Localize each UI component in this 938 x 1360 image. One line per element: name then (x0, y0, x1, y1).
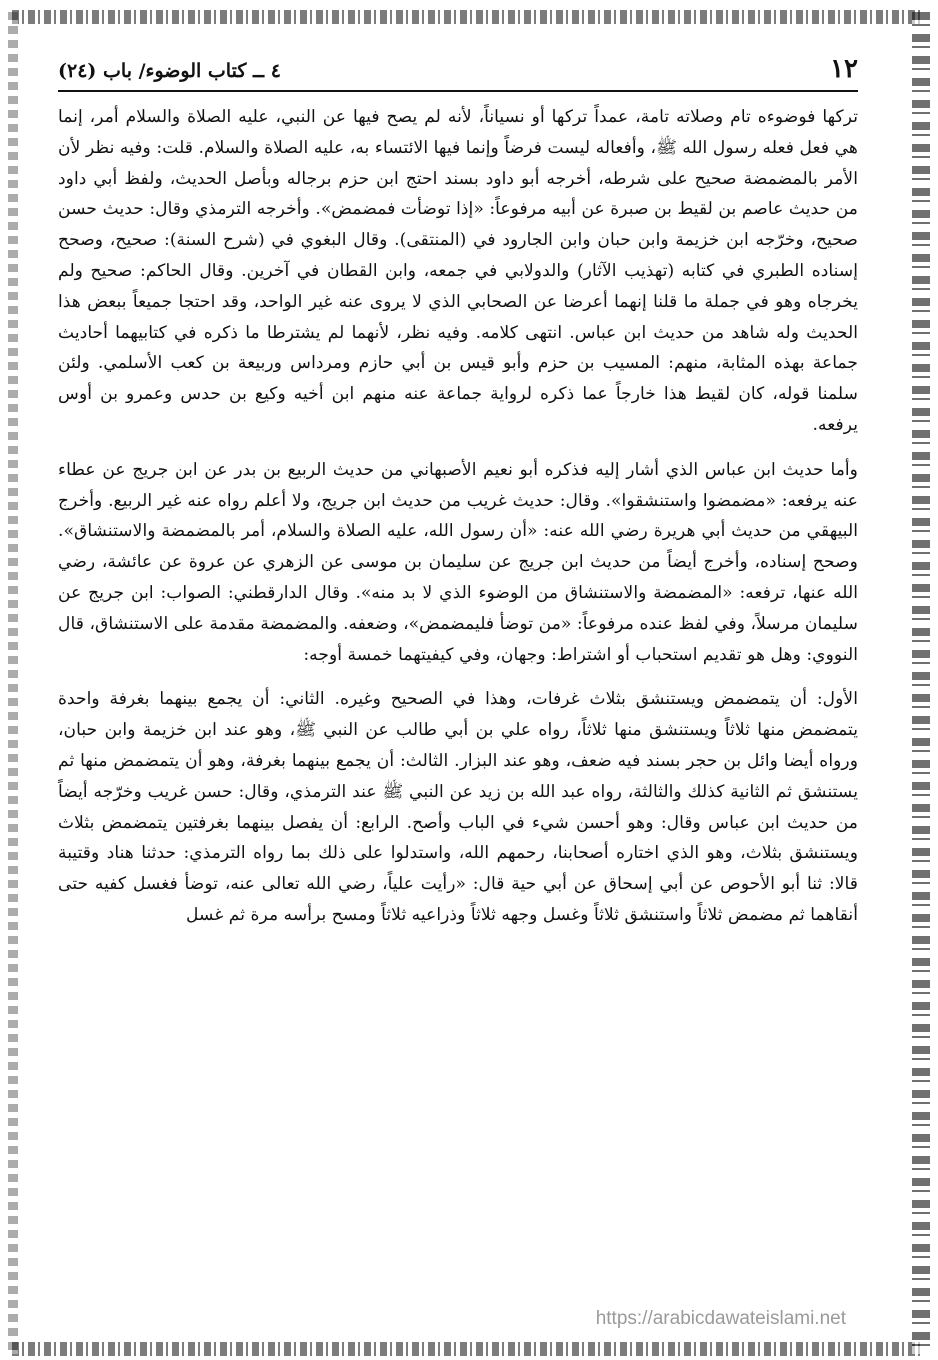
page-header (58, 54, 858, 92)
decorative-border-right (912, 12, 930, 1354)
paragraph-3: الأول: أن يتمضمض ويستنشق بثلاث غرفات، وهذا في الصحيح وغيره. الثاني: أن يجمع بينهما بغرفة واحدة يتمضمض منها ثلاثاً ويستنشق منها ثلاثاً، رواه علي بن أبي طالب عن النبي ﷺ، وهو عند ابن خزيمة وابن حبان، ورواه أيضا وائل بن حجر بسند فيه ضعف، وهو عند البزار. الثالث: أن يجمع بينهما بغرفة، وهو أن يتمضمض منها ثم يستنشق ثم الثانية كذلك والثالثة، رواه عبد الله بن زيد عن النبي ﷺ عند الترمذي، وقال: حسن غريب وخرّجه أيضاً من حديث ابن عباس وقال: وهو أحسن شيء في الباب وأصح. الرابع: أن يفصل بينهما بغرفتين يتمضمض بثلاث ويستنشق بثلاث، وهو الذي اختاره أصحابنا، رحمهم الله، واستدلوا على ذلك بما رواه الترمذي: حدثنا هناد وقتيبة قالا: ثنا أبو الأحوص عن أبي إسحاق عن أبي حية قال: «رأيت علياً، رضي الله تعالى عنه، توضأ فغسل كفيه حتى أنقاهما ثم مضمض ثلاثاً واستنشق ثلاثاً وغسل وجهه ثلاثاً وذراعيه ثلاثاً ومسح برأسه مرة ثم غسل (58, 689, 858, 925)
watermark-url: https://arabicdawateislami.net (595, 1308, 846, 1329)
paragraph-1: تركها فوضوءه تام وصلاته تامة، عمداً تركها أو نسياناً، لأنه لم يصح فيها عن النبي، عليه الصلاة والسلام أمر، إنما هي فعل فعله رسول الله ﷺ، وأفعاله ليست فرضاً وإنما فيها الائتساء به، عليه الصلاة والسلام. قلت: وفيه نظر لأن الأمر بالمضمضة صحيح على شرطه، أخرجه أبو داود بسند احتج ابن حزم برجاله وبأصل الحديث، ولفظ أبي داود من حديث عاصم بن لقيط بن صبرة عن أبيه مرفوعاً: «إذا توضأت فمضمض». وأخرجه الترمذي وقال: حديث حسن صحيح، وخرّجه ابن خزيمة وابن حبان وابن الجارود في (المنتقى). وقال البغوي في (شرح السنة): صحيح، وصحح إسناده الطبري في كتابه (تهذيب الآثار) والدولابي في جمعه، وابن القطان في آخرين. وقال الحاكم: صحيح ولم يخرجاه وهو في جملة ما قلنا إنهما أعرضا عن الصحابي الذي لا يروى عنه غير الواحد، وقد احتجا جميعاً ببعض هذا الحديث وله شاهد من حديث ابن عباس. انتهى كلامه. وفيه نظر، لأنهما لم يشترطا ما ذكره في كتابيهما أحاديث جماعة بهذه المثابة، منهم: المسيب بن حزم وأبو قيس بن أبي حازم ومرداس وربيعة بن كعب الأسلمي. ولئن سلمنا قوله، كان لقيط هذا خارجاً عما ذكره لرواية جماعة عنه منهم ابن أخيه وكيع بن حدس وعمرو بن أوس يرفعه. (58, 107, 858, 435)
decorative-border-top (12, 10, 924, 24)
page-number: ١٢ (830, 54, 858, 84)
decorative-border-bottom (12, 1342, 924, 1356)
decorative-border-left (8, 12, 18, 1354)
running-title: ٤ ــ كتاب الوضوء/ باب (٢٤) (58, 60, 281, 82)
paragraph-2: وأما حديث ابن عباس الذي أشار إليه فذكره أبو نعيم الأصبهاني من حديث الربيع بن بدر عن ابن جريج عن عطاء عنه يرفعه: «مضمضوا واستنشقوا». وقال: حديث غريب من حديث ابن جريج، ولا أعلم رواه عنه غير الربيع. وأخرج البيهقي من حديث أبي هريرة رضي الله عنه: «أن رسول الله، عليه الصلاة والسلام، أمر بالمضمضة والاستنشاق». وصحح إسناده، وأخرج أيضاً من حديث ابن جريج عن سليمان بن موسى عن الزهري عن عروة عن عائشة، رضي الله عنها، ترفعه: «المضمضة والاستنشاق من الوضوء الذي لا بد منه». وقال الدارقطني: الصواب: ابن جريج عن سليمان مرسلاً، وفي لفظ عنده مرفوعاً: «من توضأ فليمضمض»، وضعفه. والمضمضة مقدمة على الاستنشاق، قال النووي: وهل هو تقديم استحباب أو اشتراط: وجهان، وفي كيفيتهما خمسة أوجه: (58, 459, 858, 665)
body-text (58, 102, 858, 931)
book-page (58, 54, 858, 931)
